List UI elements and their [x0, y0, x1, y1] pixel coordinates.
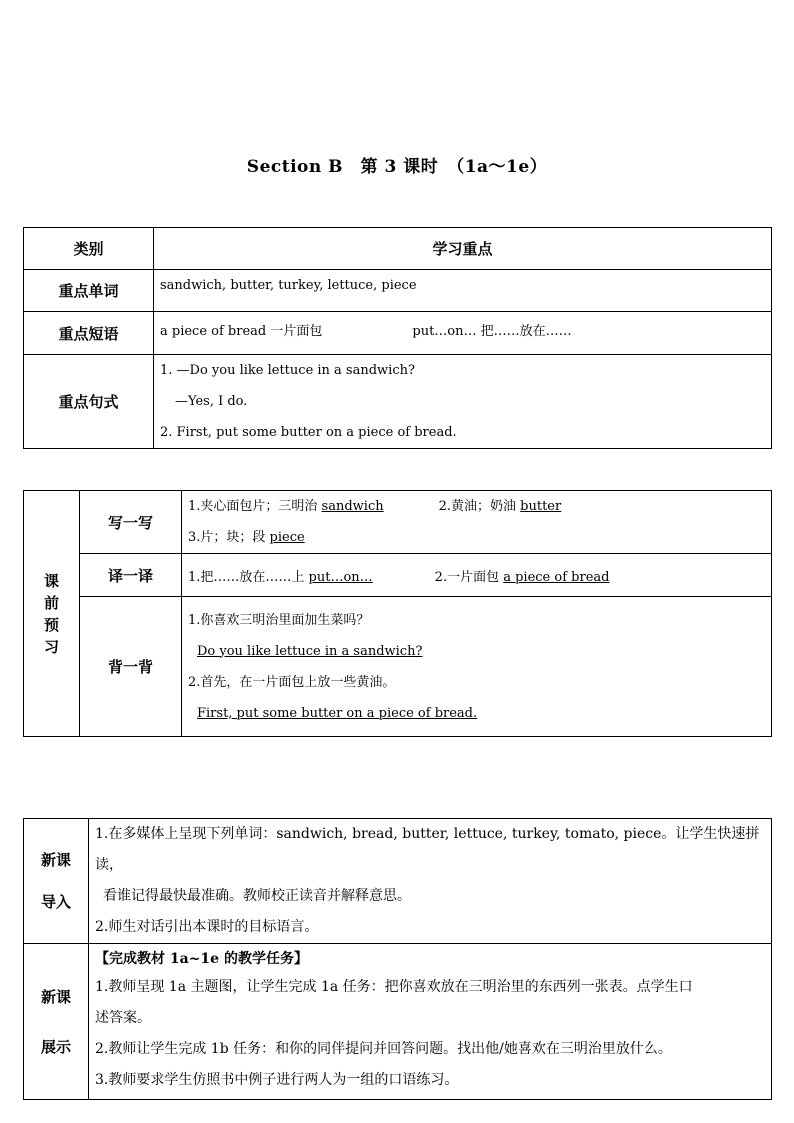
row-label-recite: 背一背 [80, 597, 182, 737]
content-line: 1.在多媒体上呈现下列单词：sandwich, bread, butter, lettuce, turkey, tomato, piece。让学生快速拼读， [95, 826, 760, 873]
preview-table [23, 490, 772, 737]
row-label-sentences: 重点句式 [24, 355, 154, 449]
content-line: 述答案。 [95, 1010, 151, 1026]
introduction-content [89, 819, 772, 944]
write-answer-1: sandwich [321, 499, 384, 514]
content-line: 1.教师呈现 1a 主题图，让学生完成 1a 任务：把你喜欢放在三明治里的东西列一张表。点学生口 [95, 979, 693, 995]
recite-prompt-1: 1.你喜欢三明治里面加生菜吗？ [188, 612, 370, 628]
write-prompt-3: 3.片；块；段 [188, 530, 270, 545]
translate-answer-2: a piece of bread [503, 569, 610, 585]
presentation-content [89, 944, 772, 1100]
content-line: 3.教师要求学生仿照书中例子进行两人为一组的口语练习。 [95, 1072, 459, 1088]
write-prompt-2: 2.黄油；奶油 [438, 499, 521, 514]
translate-prompt-1: 1.把……放在……上 [188, 569, 309, 585]
write-answer-3: piece [269, 530, 305, 545]
row-label-words: 重点单词 [24, 270, 154, 312]
translate-prompt-2: 2.一片面包 [434, 569, 504, 585]
sentence-line: 2. First, put some butter on a piece of bread. [160, 425, 457, 440]
table-row [24, 491, 772, 554]
table-header-row [24, 228, 772, 270]
recite-answer-2: First, put some butter on a piece of bread. [197, 705, 478, 721]
recite-items [182, 597, 772, 737]
table-row [24, 554, 772, 597]
row-label-write: 写一写 [80, 491, 182, 554]
key-sentences [154, 355, 772, 449]
table-row [24, 270, 772, 312]
recite-prompt-2: 2.首先，在一片面包上放一些黄油。 [188, 674, 396, 690]
content-line: 看谁记得最快最准确。教师校正读音并解释意思。 [103, 888, 411, 904]
row-label-translate: 译一译 [80, 554, 182, 597]
sentence-line: 1. —Do you like lettuce in a sandwich? [160, 363, 415, 378]
page-title: Section B 第 3 课时 （1a～1e） [246, 157, 548, 177]
header-key-points: 学习重点 [154, 228, 772, 270]
table-row [24, 355, 772, 449]
phrase-2: put…on… 把……放在…… [412, 324, 572, 339]
table-row [24, 312, 772, 355]
key-phrases [154, 312, 772, 355]
row-label-introduction: 新课 导入 [24, 819, 89, 944]
row-label-presentation: 新课 展示 [24, 944, 89, 1100]
row-label-phrases: 重点短语 [24, 312, 154, 355]
sentence-line: —Yes, I do. [175, 394, 248, 409]
translate-answer-1: put…on… [308, 569, 373, 585]
preview-side-label: 课 前 预 习 [24, 491, 80, 737]
translate-items [182, 554, 772, 597]
recite-answer-1: Do you like lettuce in a sandwich? [197, 643, 423, 659]
table-row [24, 597, 772, 737]
phrase-1: a piece of bread 一片面包 [160, 324, 323, 339]
lesson-table [23, 818, 772, 1100]
key-words: sandwich, butter, turkey, lettuce, piece [154, 270, 772, 312]
content-line: 2.教师让学生完成 1b 任务：和你的同伴提问并回答问题。找出他/她喜欢在三明治里放什么。 [95, 1041, 672, 1057]
write-prompt-1: 1.夹心面包片；三明治 [188, 499, 322, 514]
presentation-heading: 【完成教材 1a~1e 的教学任务】 [95, 951, 308, 967]
write-items [182, 491, 772, 554]
table-row [24, 819, 772, 944]
content-line: 2.师生对话引出本课时的目标语言。 [95, 919, 319, 935]
key-points-table [23, 227, 772, 449]
write-answer-2: butter [520, 499, 562, 514]
header-category: 类别 [24, 228, 154, 270]
table-row [24, 944, 772, 1100]
